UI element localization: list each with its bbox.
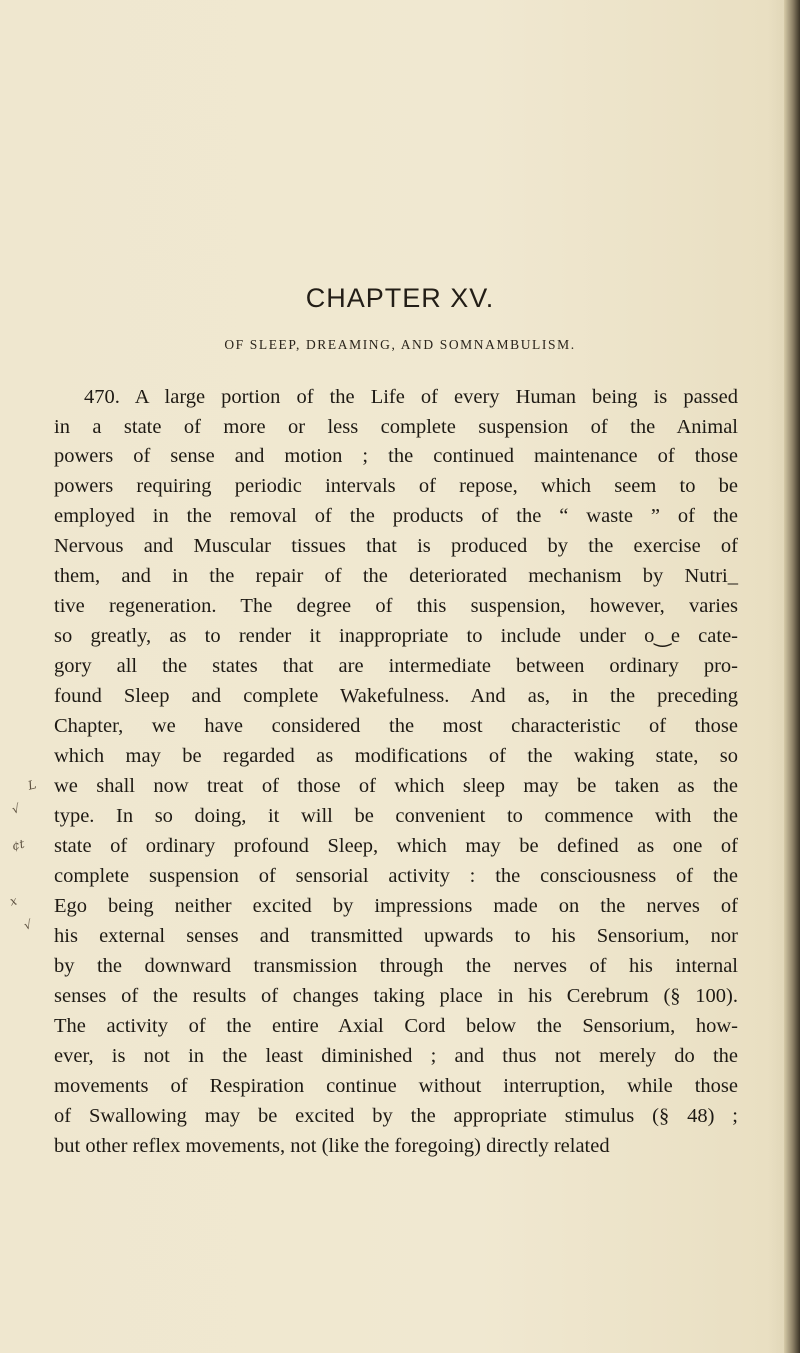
margin-note: ¢t <box>10 836 26 854</box>
chapter-title: CHAPTER XV. <box>305 283 495 313</box>
text-line: type. In so doing, it will be convenient to commence with the <box>54 805 738 827</box>
text-line: movements of Respiration continue without interruption, while those <box>54 1075 738 1097</box>
margin-note: √ <box>10 801 22 817</box>
text-line: by the downward transmission through the nerves of his internal <box>54 955 738 977</box>
text-line: powers of sense and motion ; the continued maintenance of those <box>54 445 738 467</box>
chapter-subtitle: OF SLEEP, DREAMING, AND SOMNAMBULISM. <box>224 337 576 352</box>
text-line: found Sleep and complete Wakefulness. And as, in the preceding <box>54 685 738 707</box>
margin-note: √ <box>22 917 34 933</box>
text-line: which may be regarded as modifications of the waking state, so <box>54 745 738 767</box>
text-line: gory all the states that are intermediate between ordinary pro- <box>54 655 738 677</box>
text-line: so greatly, as to render it inappropriate to include under o‿e cate- <box>54 625 738 647</box>
text-line: Chapter, we have considered the most characteristic of those <box>54 715 738 737</box>
margin-note: x <box>8 893 19 909</box>
text-line: we shall now treat of those of which sleep may be taken as the <box>54 775 738 797</box>
text-line: Ego being neither excited by impressions made on the nerves of <box>54 895 738 917</box>
text-line: The activity of the entire Axial Cord below the Sensorium, how- <box>54 1015 738 1037</box>
text-line: them, and in the repair of the deteriorated mechanism by Nutri_ <box>54 565 738 587</box>
text-line: complete suspension of sensorial activity : the consciousness of the <box>54 865 738 887</box>
text-line: powers requiring periodic intervals of repose, which seem to be <box>54 475 738 497</box>
text-line: in a state of more or less complete suspension of the Animal <box>54 416 738 438</box>
text-line: state of ordinary profound Sleep, which may be defined as one of <box>54 835 738 857</box>
text-line: tive regeneration. The degree of this suspension, however, varies <box>54 595 738 617</box>
text-line: employed in the removal of the products of the “ waste ” of the <box>54 505 738 527</box>
text-line: ever, is not in the least diminished ; and thus not merely do the <box>54 1045 738 1067</box>
text-line: Nervous and Muscular tissues that is produced by the exercise of <box>54 535 738 557</box>
text-line: of Swallowing may be excited by the appropriate stimulus (§ 48) ; <box>54 1105 738 1127</box>
text-line: but other reflex movements, not (like the foregoing) directly related <box>54 1135 610 1157</box>
page-edge-shadow <box>784 0 800 1353</box>
text-line: senses of the results of changes taking place in his Cerebrum (§ 100). <box>54 985 738 1007</box>
margin-note: L <box>26 777 38 793</box>
text-line: his external senses and transmitted upwards to his Sensorium, nor <box>54 925 738 947</box>
text-line: 470. A large portion of the Life of every Human being is passed <box>84 386 738 408</box>
